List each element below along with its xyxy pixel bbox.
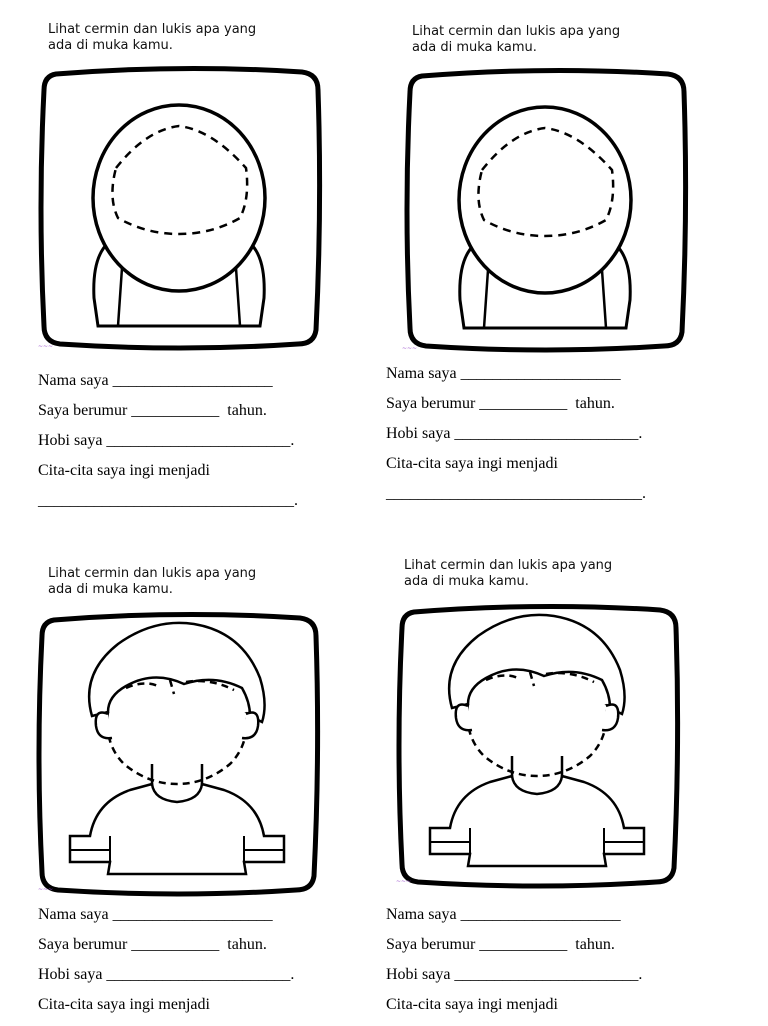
info-form bbox=[386, 365, 646, 515]
drawing-frame bbox=[36, 58, 326, 353]
drawing-frame bbox=[394, 596, 684, 891]
age-line[interactable]: Saya berumur ___________ tahun. bbox=[38, 936, 267, 953]
publisher-watermark: ~~~ bbox=[38, 886, 54, 893]
drawing-frame bbox=[34, 604, 324, 899]
worksheet-2 bbox=[384, 0, 768, 520]
ambition-label: Cita-cita saya ingi menjadi bbox=[38, 462, 210, 479]
hijab-figure-illustration bbox=[93, 105, 265, 326]
info-form bbox=[38, 906, 294, 1026]
hijab-figure-illustration bbox=[459, 107, 631, 328]
worksheet-1 bbox=[0, 0, 384, 520]
drawing-frame bbox=[402, 60, 692, 355]
age-line[interactable]: Saya berumur ___________ tahun. bbox=[386, 395, 615, 412]
instruction-text: Lihat cermin dan lukis apa yang ada di muka kamu. bbox=[48, 22, 257, 53]
boy-figure-illustration bbox=[430, 615, 644, 866]
hobby-line[interactable]: Hobi saya _______________________. bbox=[38, 432, 295, 449]
info-form bbox=[386, 906, 642, 1026]
ambition-label: Cita-cita saya ingi menjadi bbox=[38, 996, 210, 1013]
publisher-watermark: ~~~ bbox=[402, 345, 418, 352]
publisher-watermark: ~~~ bbox=[38, 343, 54, 350]
hobby-line[interactable]: Hobi saya _______________________. bbox=[38, 966, 295, 983]
ambition-blank[interactable]: ________________________________. bbox=[38, 492, 298, 509]
hobby-line[interactable]: Hobi saya _______________________. bbox=[386, 425, 643, 442]
ambition-label: Cita-cita saya ingi menjadi bbox=[386, 996, 558, 1013]
name-line[interactable]: Nama saya ____________________ bbox=[38, 372, 273, 389]
publisher-watermark: ~~~ bbox=[396, 878, 412, 885]
ambition-blank[interactable]: ________________________________. bbox=[386, 485, 646, 502]
boy-figure-illustration bbox=[70, 623, 284, 874]
instruction-text: Lihat cermin dan lukis apa yang ada di muka kamu. bbox=[404, 558, 613, 589]
age-line[interactable]: Saya berumur ___________ tahun. bbox=[386, 936, 615, 953]
worksheet-4 bbox=[384, 520, 768, 1024]
name-line[interactable]: Nama saya ____________________ bbox=[386, 365, 621, 382]
age-line[interactable]: Saya berumur ___________ tahun. bbox=[38, 402, 267, 419]
info-form bbox=[38, 372, 298, 522]
instruction-text: Lihat cermin dan lukis apa yang ada di muka kamu. bbox=[48, 566, 257, 597]
instruction-text: Lihat cermin dan lukis apa yang ada di muka kamu. bbox=[412, 24, 621, 55]
name-line[interactable]: Nama saya ____________________ bbox=[386, 906, 621, 923]
name-line[interactable]: Nama saya ____________________ bbox=[38, 906, 273, 923]
ambition-label: Cita-cita saya ingi menjadi bbox=[386, 455, 558, 472]
hobby-line[interactable]: Hobi saya _______________________. bbox=[386, 966, 643, 983]
worksheet-3 bbox=[0, 520, 384, 1024]
